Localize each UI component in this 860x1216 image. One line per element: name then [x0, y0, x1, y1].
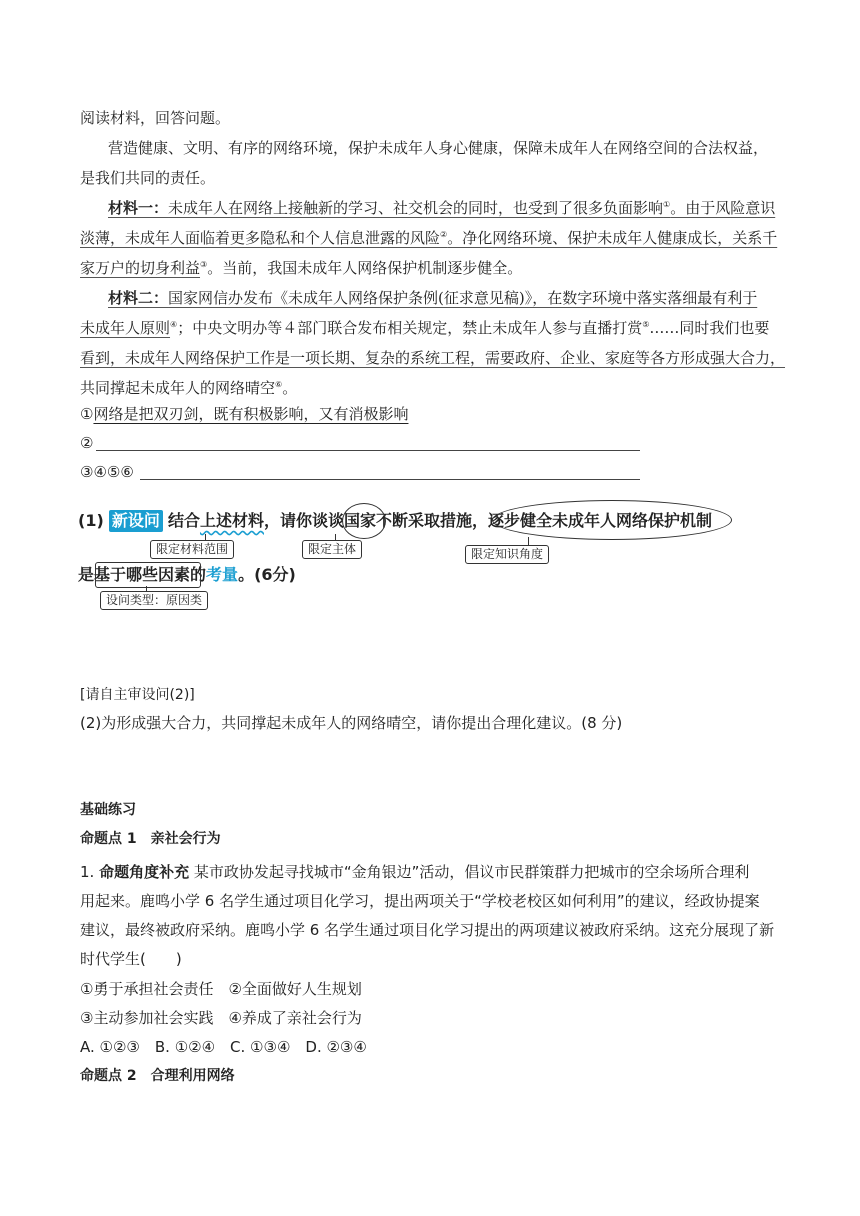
note-2-answer-line	[96, 450, 640, 451]
lead-paragraph: 营造健康、文明、有序的网络环境，保护未成年人身心健康，保障未成年人在网络空间的合法权益，	[108, 139, 769, 157]
note-3-label: ③④⑤⑥	[80, 463, 134, 481]
material-two-line4: 共同撑起未成年人的网络晴空⑥。	[80, 379, 298, 397]
material-one-line2: 淡薄，未成年人面临着更多隐私和个人信息泄露的风险②。净化网络环境、保护未成年人健康成长，关系千	[80, 229, 778, 247]
practice-question-1-line4: 时代学生( )	[80, 950, 182, 968]
subject-circle	[342, 503, 386, 539]
question-one-line2: 是基于哪些因素的考量。(6分)	[78, 565, 296, 584]
practice-question-1-line1: 1. 命题角度补充 某市政协发起寻找城市“金角银边”活动，倡议市民群策群力把城市的空余场所合理利	[80, 863, 750, 881]
material-one-label: 材料一：	[108, 199, 169, 217]
note-1: ①网络是把双刃剑，既有积极影响，又有消极影响	[80, 405, 409, 423]
material-two-label: 材料二：	[108, 289, 169, 307]
angle-supplement-tag: 命题角度补充	[99, 863, 190, 881]
material-two-line1: 材料二：国家网信办发布《未成年人网络保护条例(征求意见稿)》，在数字环境中落实落细最有利于	[108, 289, 758, 307]
options-row-1: ①勇于承担社会责任 ②全面做好人生规划	[80, 980, 362, 998]
question-one-line1: (1) 新设问 结合上述材料，请你谈谈国家不断采取措施，逐步健全未成年人网络保护机制	[78, 511, 713, 530]
options-row-2: ③主动参加社会实践 ④养成了亲社会行为	[80, 1009, 362, 1027]
lead-paragraph-cont: 是我们共同的责任。	[80, 169, 216, 187]
material-two-line3: 看到，未成年人网络保护工作是一项长期、复杂的系统工程，需要政府、企业、家庭等各方形成强大合力，	[80, 349, 786, 367]
material-one-line1: 材料一：未成年人在网络上接触新的学习、社交机会的同时，也受到了很多负面影响①。由于风险意识	[108, 199, 776, 217]
question-two: (2)为形成强大合力，共同撑起未成年人的网络晴空，请你提出合理化建议。(8 分)	[80, 714, 623, 732]
note-3-answer-line	[140, 479, 640, 480]
callout-subject: 限定主体	[302, 540, 362, 559]
section-title: 基础练习	[80, 802, 136, 818]
topic-one-heading: 命题点 1 亲社会行为	[80, 831, 221, 847]
material-two-line2: 未成年人原则④；中央文明办等４部门联合发布相关规定，禁止未成年人参与直播打赏⑤……同时我们也要	[80, 319, 770, 337]
new-question-tag: 新设问	[109, 510, 163, 532]
topic-two-heading: 命题点 2 合理利用网络	[80, 1068, 235, 1084]
practice-question-1-line3: 建议，最终被政府采纳。鹿鸣小学 6 名学生通过项目化学习提出的两项建议被政府采纳。这充分展现了新	[80, 921, 775, 939]
material-one-line3: 家万户的切身利益③。当前，我国未成年人网络保护机制逐步健全。	[80, 259, 523, 277]
note-2-label: ②	[80, 434, 94, 452]
self-review-label: [请自主审设问(2)]	[80, 687, 195, 703]
knowledge-angle-circle	[492, 500, 732, 540]
answer-choices: A. ①②③ B. ①②④ C. ①③④ D. ②③④	[80, 1038, 367, 1056]
practice-question-1-line2: 用起来。鹿鸣小学 6 名学生通过项目化学习，提出两项关于“学校老校区如何利用”的建议，经政协提案	[80, 892, 760, 910]
callout-question-type: 设问类型：原因类	[100, 591, 208, 610]
callout-connector-3	[528, 537, 529, 545]
callout-material-scope: 限定材料范围	[150, 540, 234, 559]
instruction: 阅读材料，回答问题。	[80, 109, 231, 127]
callout-knowledge-angle: 限定知识角度	[465, 545, 549, 564]
question-type-box	[95, 562, 201, 588]
